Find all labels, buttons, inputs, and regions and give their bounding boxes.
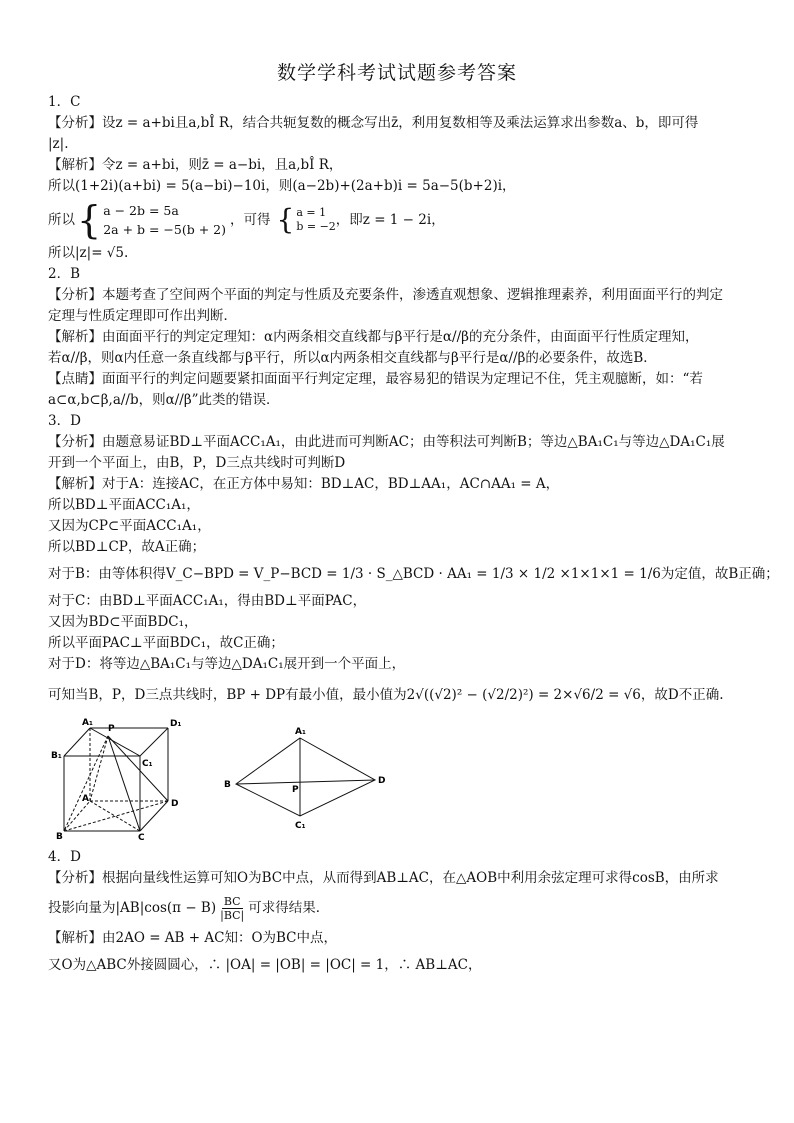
cube-label-d1: D₁ [170,719,182,729]
q4-projection-prefix: 投影向量为 [48,900,116,916]
q4-projection-formula: |AB|cos(π − B) [115,900,217,916]
q3-solution-c3: 所以平面PAC⊥平面BDC₁，故C正确； [48,635,284,651]
cube-label-d: D [171,799,179,809]
q3-header: 3．D [48,413,81,429]
cube-label-c1: C₁ [142,759,153,769]
cube-diagram [50,716,200,841]
cube-label-a: A [82,794,89,804]
q1-final: 所以|z|= √5. [48,245,129,261]
cube-label-p: P [108,724,115,734]
q3-solution-a3: 又因为CP⊂平面ACC₁A₁， [48,518,211,534]
q3-solution-d1: 对于D：将等边△BA₁C₁与等边△DA₁C₁展开到一个平面上， [48,656,406,672]
q4-projection-denominator: |BC| [220,909,245,922]
q4-projection-fraction [220,895,244,922]
q1-solution-b: b = −2 [296,220,336,233]
left-brace: { [77,198,102,242]
cube-label-b1: B₁ [51,751,62,761]
q2-analysis-line1: 【分析】本题考查了空间两个平面的判定与性质及充要条件，渗透直观想象、逻辑推理素养，利用面面平行的判定 [48,287,723,303]
q1-system-eq2: 2a + b = −5(b + 2) [103,222,226,237]
answer-content [48,92,779,976]
q1-header: 1．C [48,94,81,110]
q4-analysis-line1: 【分析】根据向量线性运算可知O为BC中点，从而得到AB⊥AC，在△AOB中利用余弦定理可求得cosB，由所求 [48,870,719,886]
left-brace-small: { [276,203,295,236]
q3-solution-a1: 【解析】对于A：连接AC，在正方体中易知：BD⊥AC，BD⊥AA₁，AC∩AA₁ = A， [48,476,560,492]
q4-header: 4．D [48,849,81,865]
q3-analysis-line2: 开到一个平面上，由B，P，D三点共线时可判断D [48,455,346,471]
q3-solution-a2: 所以BD⊥平面ACC₁A₁， [48,497,200,513]
q4-projection-line [48,895,760,922]
rhombus-diagram [220,724,400,834]
q1-solution-a: a = 1 [296,206,327,219]
rhombus-label-d: D [378,775,386,786]
q2-solution-line1: 【解析】由面面平行的判定定理知：α内两条相交直线都与β平行是α//β的充分条件，由面面平行性质定理知， [48,329,699,345]
q2-header: 2．B [48,266,81,282]
q3-solution-b: 对于B：由等体积得V_C−BPD = V_P−BCD = 1/3 · S_△BCD · AA₁ = 1/3 × 1/2 ×1×1×1 = 1/6为定值，故B正确； [48,566,779,582]
rhombus-label-a1: A₁ [295,726,306,737]
rhombus-label-p: P [292,784,299,795]
q1-analysis-line1: 【分析】设z = a+bi且a,bÎ R，结合共轭复数的概念写出z̄，利用复数相等及乘法运算求出参数a、b，即可得 [48,115,699,131]
q3-solution-d2: 可知当B，P，D三点共线时，BP + DP有最小值，最小值为2√((√2)² − (√2/2)²) = 2×√6/2 = √6，故D不正确. [48,687,724,703]
cube-label-a1: A₁ [82,718,93,728]
q2-analysis-line2: 定理与性质定理即可作出判断． [48,308,237,324]
q1-equation-system [48,198,760,242]
q2-comment-line1: 【点睛】面面平行的判定问题要紧扣面面平行判定定理，最容易犯的错误为定理记不住，凭主观臆断，如：“若 [48,371,703,387]
q1-system-eq1: a − 2b = 5a [103,203,179,218]
q4-projection-numerator: BC [223,895,241,908]
q2-comment-line2: a⊂α,b⊂β,a//b，则α//β”此类的错误． [48,392,280,408]
rhombus-label-c1: C₁ [295,820,306,831]
q3-solution-a4: 所以BD⊥CP，故A正确； [48,539,206,555]
q1-solution-line2: 所以(1+2i)(a+bi) = 5(a−bi)−10i，则(a−2b)+(2a+b)i = 5a−5(b+2)i， [48,178,516,194]
q4-solution-line1: 【解析】由2AO = AB + AC知：O为BC中点， [48,930,338,946]
q1-system-equations [103,201,226,239]
q4-solution-line2: 又O为△ABC外接圆圆心，∴ |OA| = |OB| = |OC| = 1，∴ AB⊥AC， [48,957,482,973]
q1-system-suffix: ，即z = 1 − 2i， [335,211,445,228]
q1-analysis-line2: |z|. [48,136,69,152]
q1-solution-line1: 【解析】令z = a+bi，则z̄ = a−bi，且a,bÎ R， [48,157,343,173]
q2-solution-line2: 若α//β，则α内任意一条直线都与β平行，所以α内两条相交直线都与β平行是α//β的必要条件，故选B． [48,350,657,366]
cube-label-c: C [138,833,145,841]
q3-analysis-line1: 【分析】由题意易证BD⊥平面ACC₁A₁，由此进而可判断AC；由等积法可判断B；等边△BA₁C₁与等边△DA₁C₁展 [48,434,725,450]
q1-solution-values [296,206,335,234]
cube-label-b: B [56,832,63,841]
q3-solution-c1: 对于C：由BD⊥平面ACC₁A₁，得由BD⊥平面PAC， [48,593,367,609]
q4-projection-suffix: 可求得结果． [248,900,330,916]
figures-row [50,716,760,841]
q1-system-mid: ，可得 [230,211,271,228]
page-title: 数学学科考试试题参考答案 [276,62,517,84]
q1-system-prefix: 所以 [48,211,75,228]
q3-solution-c2: 又因为BD⊂平面BDC₁， [48,614,198,630]
rhombus-label-b: B [224,779,231,790]
